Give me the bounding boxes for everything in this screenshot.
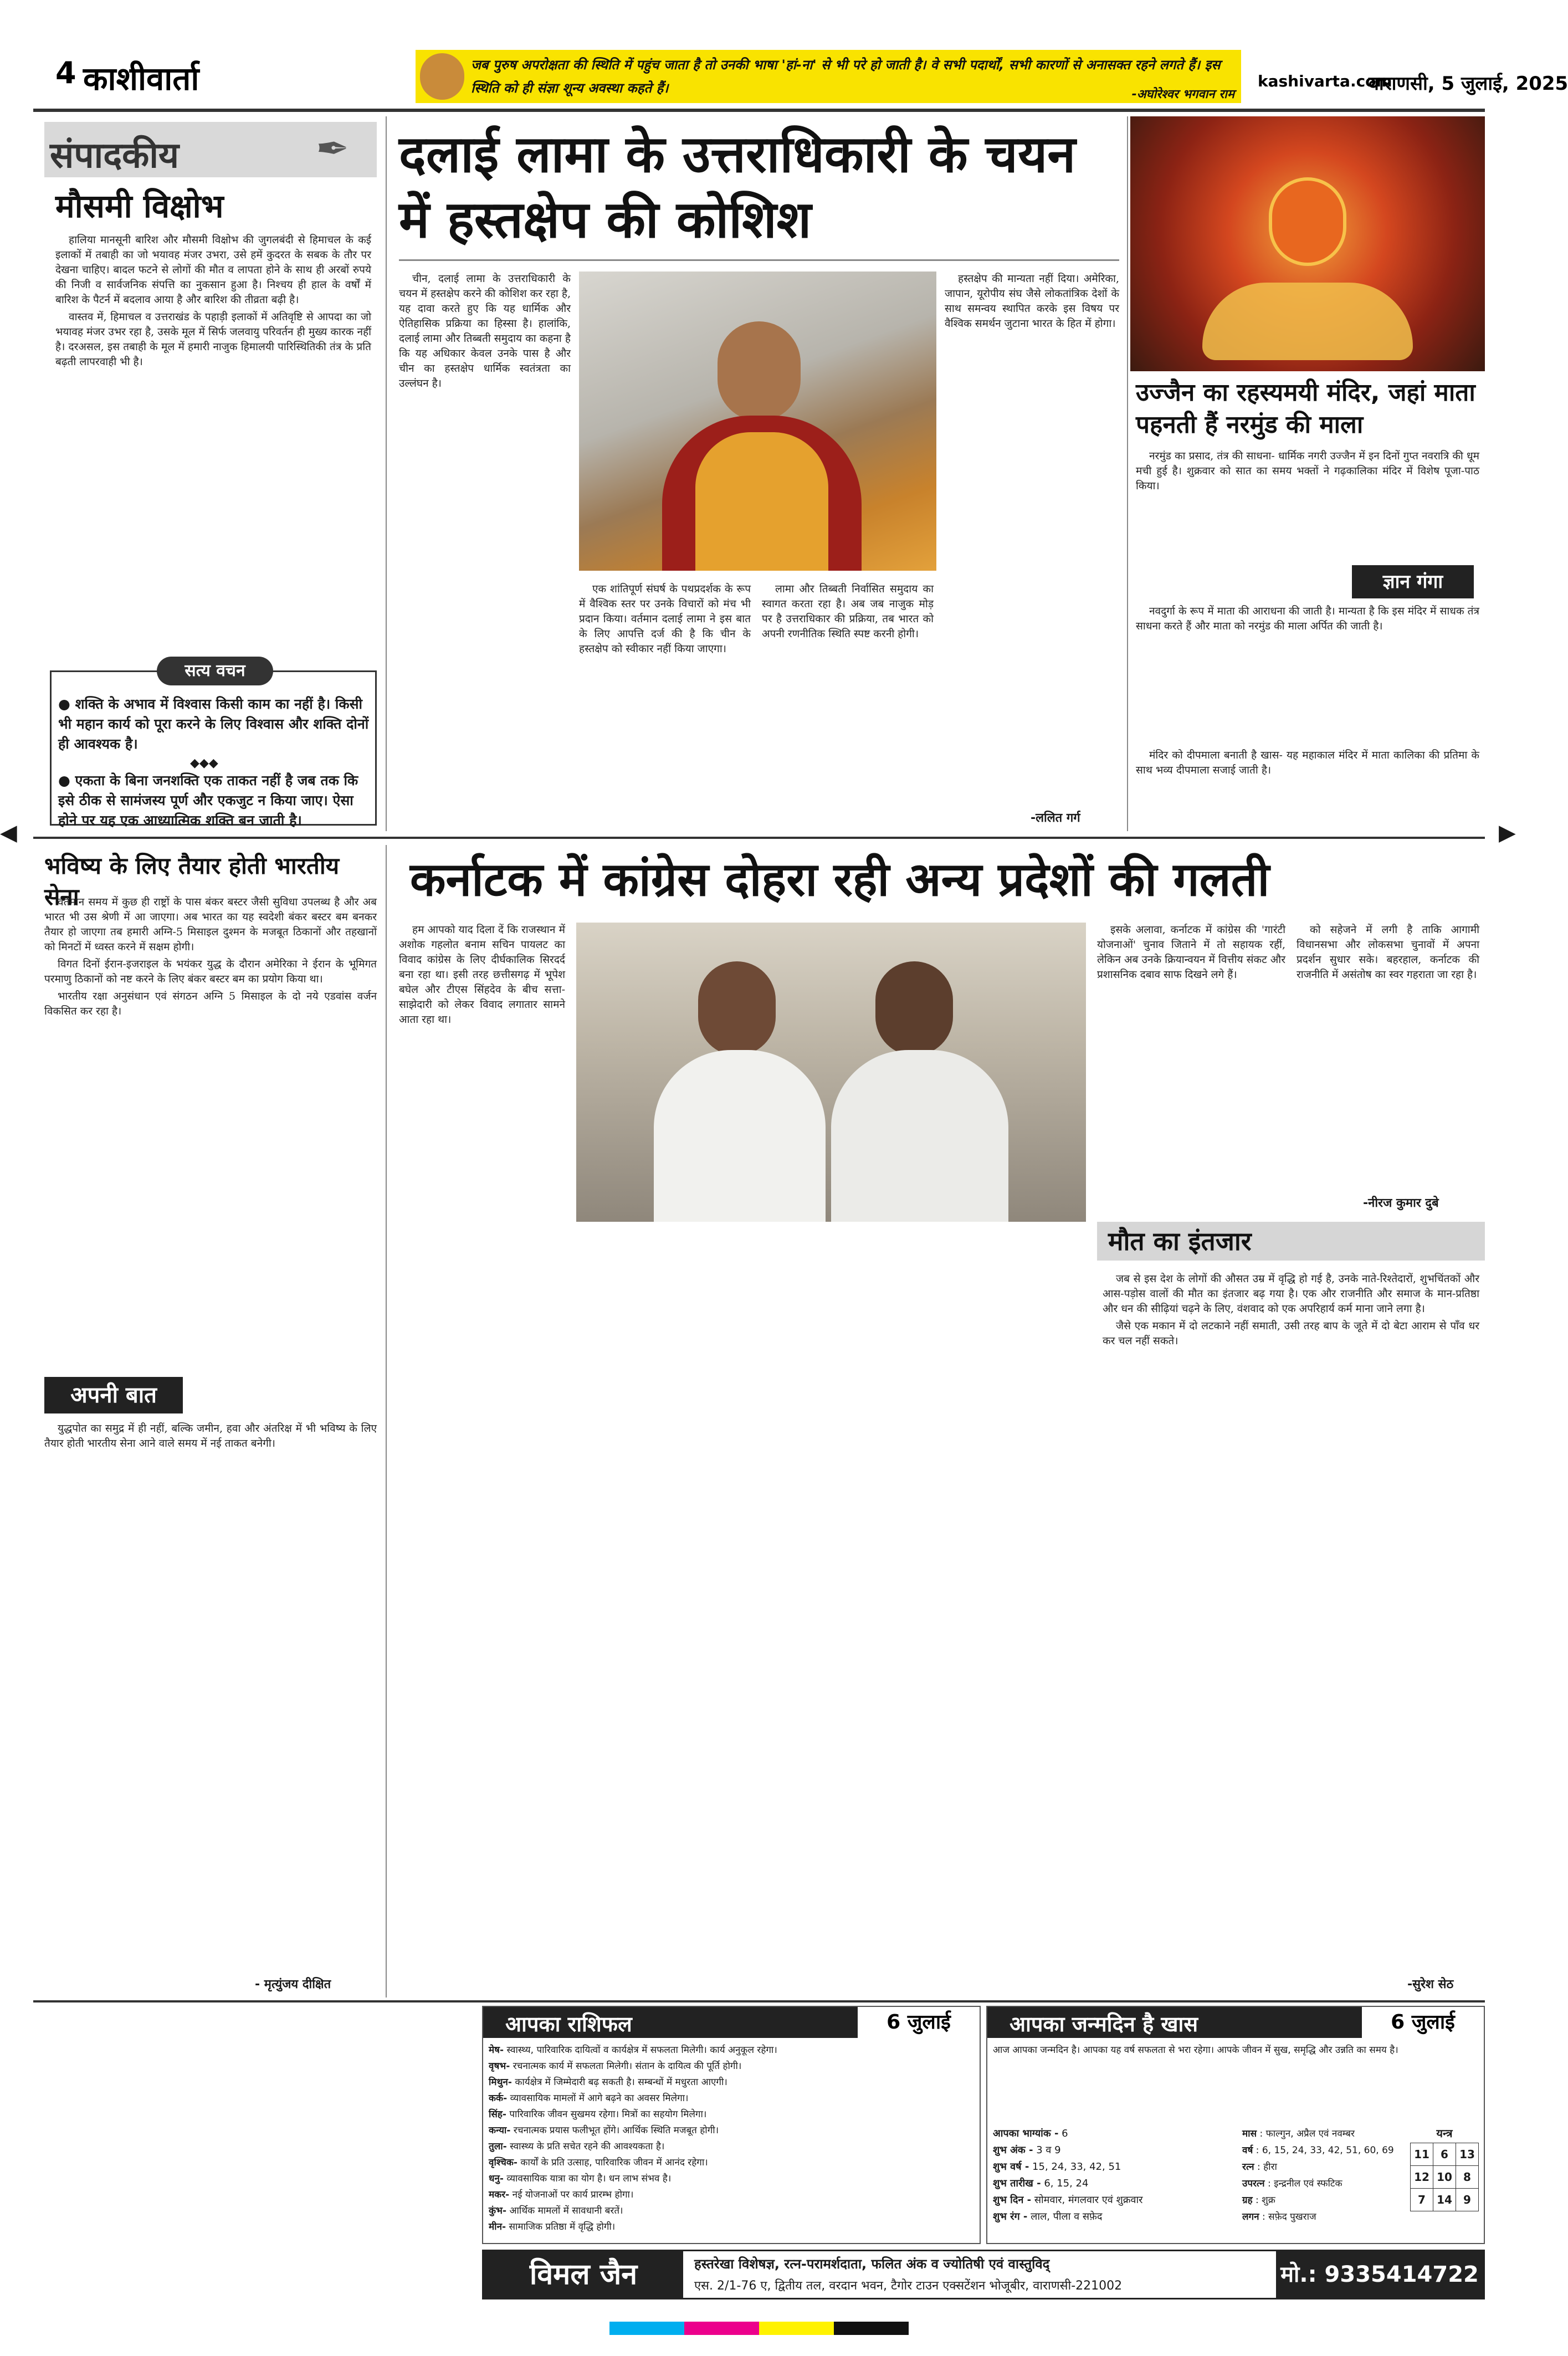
lead-column-3 <box>762 582 934 826</box>
karnataka-headline: कर्नाटक में कांग्रेस दोहरा रही अन्य प्रदेशों की गलती <box>410 852 1270 906</box>
rashi-row: तुला- स्वास्थ्य के प्रति सचेत रहने की आवश्यकता है। <box>489 2141 665 2152</box>
fold-mark-right-icon: ▶ <box>1499 820 1516 846</box>
karnataka-column-1 <box>399 923 565 1986</box>
gyan-ganga-badge: ज्ञान गंगा <box>1352 565 1474 598</box>
apni-baat-label: अपनी बात <box>44 1377 183 1413</box>
person-head-shape <box>718 321 801 421</box>
leader-1-shape <box>698 961 776 1056</box>
col-divider <box>1127 116 1128 831</box>
yantra-cell: 7 <box>1411 2189 1433 2211</box>
editorial-para: हालिया मानसूनी बारिश और मौसमी विक्षोभ की जुगलबंदी से हिमाचल के कई इलाकों में तबाही का जो भयावह मंजर उभरा, उसे हमें कुदरत के सबक के तौर पर देखना चाहिए। बादल फटने से लोगों की मौत व लापता होने के साथ ही अरबों रुपये की निजी व सार्वजनिक संपत्ति का नुकसान हुआ है। निश्चय ही हाल के वर्षों में बारिश के पैटर्न में बदलाव आया है और बारिश की तीव्रता बढ़ी है। <box>55 234 371 306</box>
flower-garland-shape <box>1202 283 1413 360</box>
rashifal-date: 6 जुलाई <box>858 2007 980 2038</box>
rashi-row: मेष- स्वास्थ्य, पारिवारिक दायित्वों व कार्यक्षेत्र में सफलता मिलेगी। कार्य अनुकूल रहेगा। <box>489 2045 777 2056</box>
leader-2-shape <box>875 961 953 1056</box>
editorial-title: मौसमी विक्षोभ <box>55 187 224 225</box>
army-para: वर्तमान समय में कुछ ही राष्ट्रों के पास बंकर बस्टर जैसी सुविधा उपलब्ध है और अब भारत भी उस श्रेणी में आ जाएगा। अब भारत का यह स्वदेशी बंकर बस्टर बम बनकर तैयार हो जाएगा तब हमारी अग्नि-5 मिसाइल दुश्मन के मजबूत ठिकानों और तहखानों को मिनटों में ध्वस्त करने में सक्षम होगी। <box>44 896 377 953</box>
yantra-cell: 6 <box>1433 2143 1456 2166</box>
rashifal-title: आपका राशिफल <box>505 2012 632 2036</box>
yantra-cell: 12 <box>1411 2166 1433 2189</box>
rashi-row: कन्या- रचनात्मक प्रयास फलीभूत होंगे। आर्थिक स्थिति मजबूत होगी। <box>489 2125 719 2136</box>
rashifal-list <box>489 2042 974 2235</box>
yantra-cell: 10 <box>1433 2166 1456 2189</box>
leader-1-body-shape <box>654 1050 826 1222</box>
yantra-cell: 8 <box>1456 2166 1479 2189</box>
karnataka-para: को सहेजने में लगी है ताकि आगामी विधानसभा और लोकसभा चुनावों में अपना प्रदर्शन सुधार सके। बहरहाल, कर्नाटक की राजनीति में असंतोष का स्वर गहराता जा रहा है। <box>1297 924 1479 981</box>
janmdin-row: आपका भाग्यांक - 6 <box>993 2128 1068 2139</box>
yantra-grid <box>1410 2143 1479 2211</box>
maut-body <box>1103 1272 1479 1970</box>
rashi-row: वृश्चिक- कार्यों के प्रति उत्साह, पारिवारिक जीवन में आनंद रहेगा। <box>489 2157 708 2168</box>
janmdin-row: शुभ रंग - लाल, पीला व सफ़ेद <box>993 2211 1103 2222</box>
janmdin-row: रत्न : हीरा <box>1242 2162 1277 2173</box>
section-rule <box>33 2000 1485 2002</box>
website[interactable]: kashivarta.com <box>1258 72 1392 90</box>
bullet-icon: ● <box>58 696 75 712</box>
col-divider <box>386 845 387 1998</box>
masthead-rule <box>33 109 1485 112</box>
editorial-label-box <box>44 122 377 177</box>
quote-avatar <box>420 53 464 100</box>
army-body-1 <box>44 895 377 1371</box>
lead-rule <box>399 259 1119 261</box>
janmdin-row: लगन : सफ़ेद पुखराज <box>1242 2211 1316 2222</box>
army-body-2 <box>44 1421 377 1964</box>
maut-box <box>1097 1222 1485 1998</box>
janmdin-row: शुभ अंक - 3 व 9 <box>993 2144 1061 2156</box>
satya-vachan-box <box>50 661 377 828</box>
ujjain-body-2 <box>1136 604 1479 742</box>
karnataka-byline: -नीरज कुमार दुबे <box>1363 1196 1439 1210</box>
quote-text: जब पुरुष अपरोक्षता की स्थिति में पहुंच जाता है तो उनकी भाषा 'हां-ना' से भी परे हो जाती है। वे सभी पदार्थों, सभी कारणों से अनासक्त रहने लगते हैं। इस स्थिति को ही संज्ञा शून्य अवस्था कहते हैं। <box>471 57 1221 96</box>
pen-icon: ✒ <box>316 125 350 172</box>
rashi-row: मकर- नई योजनाओं पर कार्य प्रारम्भ होगा। <box>489 2189 634 2200</box>
yantra <box>1408 2125 1480 2211</box>
karnataka-photo <box>576 923 1086 1222</box>
janmdin-row: वर्ष : 6, 15, 24, 33, 42, 51, 60, 69 <box>1242 2145 1394 2156</box>
ujjain-headline: उज्जैन का रहस्यमयी मंदिर, जहां माता पहनती हैं नरमुंड की माला <box>1136 378 1475 439</box>
masthead <box>33 50 1568 105</box>
ujjain-body-3 <box>1136 748 1479 826</box>
janmdin-box <box>986 2006 1485 2244</box>
page-number: 4 <box>55 55 76 90</box>
ujjain-story <box>1130 116 1485 831</box>
bullet-icon: ● <box>58 772 75 788</box>
janmdin-date: 6 जुलाई <box>1362 2007 1484 2038</box>
dateline: वाराणसी, 5 जुलाई, 2025 <box>1369 73 1568 95</box>
idol-face-shape <box>1269 177 1346 266</box>
ujjain-para: नवदुर्गा के रूप में माता की आराधना की जाती है। मान्यता है कि इस मंदिर में साधक तंत्र साधना करते हैं और माता को नरमुंड की माला अर्पित की जाती है। <box>1136 605 1479 632</box>
satya-vachan-title: सत्य वचन <box>157 657 273 685</box>
janmdin-row: शुभ दिन - सोमवार, मंगलवार एवं शुक्रवार <box>993 2194 1143 2206</box>
astrologer-footer <box>482 2250 1485 2299</box>
lead-column-1 <box>399 272 571 826</box>
janmdin-row: उपरत्न : इन्द्रनील एवं स्फटिक <box>1242 2178 1342 2189</box>
goddess-photo <box>1130 116 1485 371</box>
yantra-cell: 13 <box>1456 2143 1479 2166</box>
section-rule <box>33 837 1485 839</box>
maut-para: जैसे एक मकान में दो लटकाने नहीं समाती, उसी तरह बाप के जूते में दो बेटा आराम से पाँव धर कर चल नहीं सकते। <box>1103 1320 1479 1347</box>
editorial-label: संपादकीय <box>50 135 180 176</box>
registration-bar <box>609 2322 909 2335</box>
ujjain-para: नरमुंड का प्रसाद, तंत्र की साधना- धार्मिक नगरी उज्जैन में इन दिनों गुप्त नवरात्रि की धूम मची हुई है। शुक्रवार को सात का समय भक्तों ने गढ़कालिका मंदिर में विशेष पूजा-पाठ किया। <box>1136 450 1479 492</box>
janmdin-row: ग्रह : शुक्र <box>1242 2195 1275 2206</box>
karnataka-story <box>388 845 1485 1998</box>
janmdin-intro: आज आपका जन्मदिन है। आपका यह वर्ष सफलता से भरा रहेगा। आपके जीवन में सुख, समृद्धि और उन्नति का समय है। <box>993 2045 1398 2056</box>
army-para: भारतीय रक्षा अनुसंधान एवं संगठन अग्नि 5 मिसाइल के दो नये एडवांस वर्जन विकसित कर रहा है। <box>44 990 377 1017</box>
ujjain-para: मंदिर को दीपमाला बनाती है खास- यह महाकाल मंदिर में माता कालिका की प्रतिमा के साथ भव्य दीपमाला सजाई जाती है। <box>1136 749 1479 776</box>
karnataka-para: इसके अलावा, कर्नाटक में कांग्रेस की 'गारंटी योजनाओं' चुनाव जिताने में तो सहायक रहीं, लेकिन अब उनके क्रियान्वयन में वित्तीय संकट और प्रशासनिक दबाव साफ दिखने लगे हैं। <box>1097 924 1285 981</box>
army-para: विगत दिनों ईरान-इजराइल के भयंकर युद्ध के दौरान अमेरिका ने ईरान के भूमिगत परमाणु ठिकानों को नष्ट करने के लिए बंकर बस्टर बम का प्रयोग किया था। <box>44 958 377 985</box>
diamond-divider-icon: ◆◆◆ <box>190 756 218 770</box>
maut-para: जब से इस देश के लोगों की औसत उम्र में वृद्धि हो गई है, उनके नाते-रिश्तेदारों, शुभचिंतकों और आस-पड़ोस वालों की मौत का इंतजार बढ़ गया है। एक और राजनीति और समाज के मान-प्रतिष्ठा और धन की सीढ़ियां चढ़ने के लिए, वंशवाद को एक अपरिहार्य कर्म माना जाने लगा है। <box>1103 1273 1479 1315</box>
lead-column-2 <box>579 582 751 826</box>
lead-headline: दलाई लामा के उत्तराधिकारी के चयन में हस्तक्षेप की कोशिश <box>399 125 1076 249</box>
lead-column-4 <box>945 272 1119 803</box>
satya-vachan-item: ● शक्ति के अभाव में विश्वास किसी काम का नहीं है। किसी भी महान कार्य को पूरा करने के लिए विश्वास और शक्ति दोनों ही आवश्यक है। <box>58 696 369 752</box>
lead-para: चीन, दलाई लामा के उत्तराधिकारी के चयन में हस्तक्षेप करने की कोशिश कर रहा है, यह दावा करते हुए कि यह धार्मिक और ऐतिहासिक प्रक्रिया का हिस्सा है। हालांकि, दलाई लामा और तिब्बती समुदाय का कहना है कि यह अधिकार केवल उनके पास है और चीन का हस्तक्षेप धार्मिक स्वतंत्रता का उल्लंघन है। <box>399 273 571 390</box>
maut-byline: -सुरेश सेठ <box>1407 1978 1454 1991</box>
astrologer-name: विमल जैन <box>484 2251 683 2298</box>
janmdin-left-rows <box>993 2125 1237 2225</box>
lead-para: लामा और तिब्बती निर्वासित समुदाय का स्वागत करता रहा है। अब जब नाजुक मोड़ पर है उत्तराधिकार की प्रक्रिया, तब भारत को अपनी रणनीतिक स्थिति स्पष्ट करनी होगी। <box>762 583 934 640</box>
karnataka-para: हम आपको याद दिला दें कि राजस्थान में अशोक गहलोत बनाम सचिन पायलट का विवाद कांग्रेस के लिए दीर्घकालिक सिरदर्द बना रहा था। इसी तरह छत्तीसगढ़ में भूपेश बघेल और टीएस सिंहदेव के बीच सत्ता-साझेदारी को लेकर विवाद लगातार सामने आता रहा था। <box>399 924 565 1026</box>
army-headline: भविष्य के लिए तैयार होती भारतीय सेना <box>44 852 340 910</box>
janmdin-row: शुभ तारीख - 6, 15, 24 <box>993 2178 1089 2189</box>
rashifal-box <box>482 2006 981 2244</box>
rashifal-header <box>483 2007 980 2038</box>
fold-mark-left-icon: ◀ <box>0 820 17 846</box>
janmdin-row: शुभ वर्ष - 15, 24, 33, 42, 51 <box>993 2161 1121 2173</box>
janmdin-header <box>987 2007 1484 2038</box>
army-para: युद्धपोत का समुद्र में ही नहीं, बल्कि जमीन, हवा और अंतरिक्ष में भी भविष्य के लिए तैयार होती भारतीय सेना आने वाले समय में नई ताकत बनेगी। <box>44 1422 377 1450</box>
satya-vachan-item: ● एकता के बिना जनशक्ति एक ताकत नहीं है जब तक कि इसे ठीक से सामंजस्य पूर्ण और एकजुट न किया जाए। ऐसा होने पर यह एक आध्यात्मिक शक्ति बन जाती है। <box>58 772 358 828</box>
janmdin-row: मास : फाल्गुन, अप्रैल एवं नवम्बर <box>1242 2128 1355 2139</box>
army-story <box>33 845 382 1998</box>
astrologer-address: एस. 2/1-76 ए, द्वितीय तल, वरदान भवन, टैगोर टाउन एक्सटेंशन भोजूबीर, वाराणसी-221002 <box>694 2279 1123 2293</box>
rashi-row: कुंभ- आर्थिक मामलों में सावधानी बरतें। <box>489 2205 623 2216</box>
janmdin-title: आपका जन्मदिन है खास <box>1010 2012 1198 2036</box>
yantra-cell: 14 <box>1433 2189 1456 2211</box>
rashi-row: धनु- व्यावसायिक यात्रा का योग है। धन लाभ संभव है। <box>489 2173 672 2184</box>
leader-2-body-shape <box>831 1050 1008 1222</box>
col-divider <box>386 116 387 831</box>
editorial-body <box>55 233 371 665</box>
karnataka-column-3 <box>1297 923 1479 1183</box>
army-byline: - मृत्युंजय दीक्षित <box>255 1978 331 1991</box>
astrologer-phone[interactable]: मो.: 9335414722 <box>1276 2251 1483 2298</box>
dalai-lama-photo <box>579 272 936 571</box>
rashi-row: कर्क- व्यावसायिक मामलों में आगे बढ़ने का अवसर मिलेगा। <box>489 2093 689 2104</box>
paper-name: काशीवार्ता <box>83 60 199 98</box>
rashi-row: मिथुन- कार्यक्षेत्र में जिम्मेदारी बढ़ सकती है। सम्बन्धों में मधुरता आएगी। <box>489 2077 727 2088</box>
karnataka-column-2 <box>1097 923 1285 1222</box>
rashi-row: वृषभ- रचनात्मक कार्य में सफलता मिलेगी। संतान के दायित्व की पूर्ति होगी। <box>489 2061 742 2072</box>
editorial-para: वास्तव में, हिमाचल व उत्तराखंड के पहाड़ी इलाकों में अतिवृष्टि से आपदा का जो भयावह मंजर उभर रहा है, उसके मूल में सिर्फ जलवायु परिवर्तन ही मुख्य कारक नहीं है। दरअसल, इस तबाही के मूल में हमारी नाजुक हिमालयी पारिस्थितिकी तंत्र के प्रति बढ़ती लापरवाही भी है। <box>55 311 371 368</box>
yantra-title: यन्त्र <box>1436 2127 1453 2140</box>
lead-para: हस्तक्षेप की मान्यता नहीं दिया। अमेरिका, जापान, यूरोपीय संघ जैसे लोकतांत्रिक देशों के साथ समन्वय स्थापित करके इस विषय पर वैश्विक समर्थन जुटाना भारत के हित में होगा। <box>945 273 1119 330</box>
maut-headline: मौत का इंतजार <box>1097 1222 1485 1261</box>
person-shawl-shape <box>695 432 828 571</box>
quote-box <box>416 50 1241 103</box>
lead-byline: -ललित गर्ग <box>1031 811 1080 825</box>
quote-author: -अघोरेश्वर भगवान राम <box>1131 88 1234 101</box>
editorial-section <box>33 116 382 831</box>
yantra-cell: 9 <box>1456 2189 1479 2211</box>
astrologer-details: हस्तरेखा विशेषज्ञ, रत्न-परामर्शदाता, फलित अंक व ज्योतिषी एवं वास्तुविद् <box>694 2256 1050 2272</box>
lead-story <box>388 116 1125 831</box>
rashi-row: मीन- सामाजिक प्रतिष्ठा में वृद्धि होगी। <box>489 2221 616 2232</box>
lead-para: एक शांतिपूर्ण संघर्ष के पथप्रदर्शक के रूप में वैश्विक स्तर पर उनके विचारों को मंच भी प्रदान किया। वर्तमान दलाई लामा ने इस बात के लिए आपत्ति दर्ज की है कि चीन के हस्तक्षेप को स्वीकार नहीं किया जाएगा। <box>579 583 751 655</box>
janmdin-right-rows <box>1242 2125 1403 2225</box>
ujjain-body-1 <box>1136 449 1479 571</box>
rashi-row: सिंह- पारिवारिक जीवन सुखमय रहेगा। मित्रों का सहयोग मिलेगा। <box>489 2109 707 2120</box>
yantra-cell: 11 <box>1411 2143 1433 2166</box>
